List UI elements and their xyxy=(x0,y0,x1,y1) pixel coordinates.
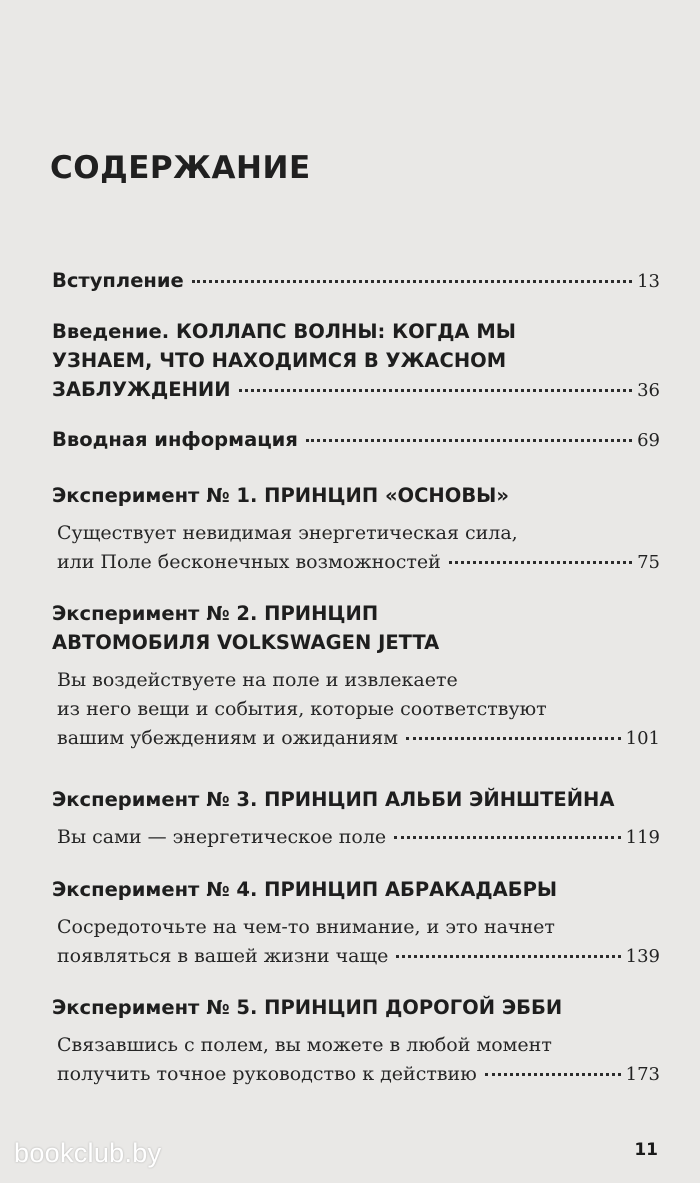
toc-heading xyxy=(52,875,660,904)
page-number: 11 xyxy=(634,1140,658,1160)
toc-description-line: Вы воздействуете на поле и извлекаете xyxy=(57,669,458,691)
toc-description-line: Вы сами — энергетическое поле xyxy=(57,826,387,848)
toc-description-lastline xyxy=(57,942,660,971)
toc-heading xyxy=(52,481,660,510)
toc-description-lastline xyxy=(57,1060,660,1089)
toc-heading-line: АВТОМОБИЛЯ VOLKSWAGEN JETTA xyxy=(52,631,440,654)
toc-description-lastline xyxy=(57,548,660,577)
page-title: СОДЕРЖАНИЕ xyxy=(50,150,311,186)
dot-leader xyxy=(239,389,633,392)
toc-heading-line: Эксперимент № 1. ПРИНЦИП «ОСНОВЫ» xyxy=(52,484,509,507)
toc-page-number: 101 xyxy=(625,728,660,749)
toc-entry xyxy=(52,993,660,1089)
toc-page-number: 13 xyxy=(637,271,660,292)
toc-page-number: 75 xyxy=(637,552,660,573)
toc-heading xyxy=(52,785,660,814)
toc-heading-line: Вступление xyxy=(52,269,184,292)
toc-heading-line: ЗАБЛУЖДЕНИИ xyxy=(52,378,231,401)
toc-heading-line: Вводная информация xyxy=(52,428,298,451)
dot-leader xyxy=(192,280,632,283)
toc-description xyxy=(52,666,660,753)
toc-heading-line: Эксперимент № 3. ПРИНЦИП АЛЬБИ ЭЙНШТЕЙНА xyxy=(52,788,615,811)
toc-description-line: вашим убеждениям и ожиданиям xyxy=(57,727,398,749)
toc-heading xyxy=(52,317,660,405)
toc-heading-lastline xyxy=(52,375,660,405)
toc-page-number: 69 xyxy=(637,430,660,451)
dot-leader xyxy=(485,1073,621,1076)
toc-description-line: или Поле бесконечных возможностей xyxy=(57,551,441,573)
toc-heading xyxy=(52,993,660,1022)
toc-heading xyxy=(52,599,660,657)
toc-description xyxy=(52,823,660,852)
toc-description-lastline xyxy=(57,823,660,852)
toc-entry xyxy=(52,599,660,753)
toc-heading-line: Введение. КОЛЛАПС ВОЛНЫ: КОГДА МЫ xyxy=(52,320,516,343)
dot-leader xyxy=(449,561,632,564)
toc-description xyxy=(52,519,660,577)
watermark-text: bookclub.by xyxy=(14,1138,162,1168)
toc-entry xyxy=(52,785,660,852)
toc-description-line: Связавшись с полем, вы можете в любой момент xyxy=(57,1034,552,1056)
toc-page-number: 173 xyxy=(625,1064,660,1085)
toc-heading-line: УЗНАЕМ, ЧТО НАХОДИМСЯ В УЖАСНОМ xyxy=(52,349,507,372)
toc-entry xyxy=(52,266,660,296)
toc-entry xyxy=(52,875,660,971)
toc-description-line: появляться в вашей жизни чаще xyxy=(57,945,389,967)
toc-page-number: 119 xyxy=(625,827,660,848)
toc-entry xyxy=(52,317,660,405)
toc-heading-line: Эксперимент № 4. ПРИНЦИП АБРАКАДАБРЫ xyxy=(52,878,558,901)
toc-entry xyxy=(52,425,660,455)
toc-page-number: 139 xyxy=(625,946,660,967)
toc-heading-line: Эксперимент № 2. ПРИНЦИП xyxy=(52,602,379,625)
dot-leader xyxy=(406,737,621,740)
toc-heading xyxy=(52,266,660,296)
toc-description-lastline xyxy=(57,724,660,753)
dot-leader xyxy=(394,836,620,839)
toc-description-line: Сосредоточьте на чем-то внимание, и это начнет xyxy=(57,916,555,938)
toc-heading-line: Эксперимент № 5. ПРИНЦИП ДОРОГОЙ ЭББИ xyxy=(52,996,563,1019)
toc-page-number: 36 xyxy=(637,380,660,401)
dot-leader xyxy=(396,955,620,958)
toc-entry xyxy=(52,481,660,577)
dot-leader xyxy=(306,439,632,442)
toc-description-line: получить точное руководство к действию xyxy=(57,1063,477,1085)
toc-description-line: из него вещи и события, которые соответствуют xyxy=(57,698,547,720)
toc-description xyxy=(52,913,660,971)
toc-description xyxy=(52,1031,660,1089)
toc-heading xyxy=(52,425,660,455)
toc-description-line: Существует невидимая энергетическая сила, xyxy=(57,522,518,544)
